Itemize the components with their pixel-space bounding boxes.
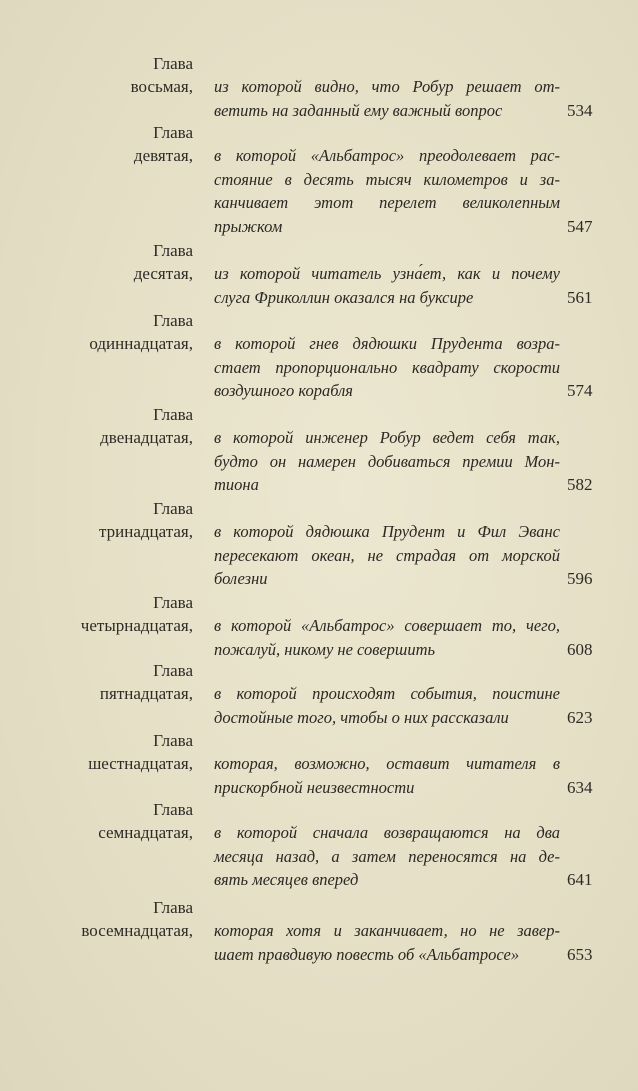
page-number: 641: [567, 870, 593, 889]
description-line: стает пропорционально квадрату скорости: [214, 357, 560, 377]
chapter-word: Глава: [153, 405, 193, 424]
chapter-heading: [0, 659, 193, 705]
description-line: канчивает этот перелет великолепным: [214, 193, 560, 212]
chapter-word: Глава: [153, 661, 193, 680]
page-number: 596: [567, 569, 593, 588]
chapter-ordinal: восьмая,: [130, 77, 193, 96]
chapter-word: Глава: [153, 898, 193, 917]
chapter-description: [214, 614, 560, 661]
chapter-ordinal: шестнадцатая,: [88, 754, 193, 773]
description-line: стояние в десять тысяч километров и за-: [214, 169, 560, 189]
chapter-heading: [0, 896, 193, 942]
chapter-heading: [0, 309, 193, 355]
chapter-word: Глава: [153, 800, 193, 819]
description-line: которая, возможно, оставит читателя в: [214, 754, 560, 773]
chapter-heading: [0, 239, 193, 285]
chapter-ordinal: тринадцатая,: [99, 522, 193, 541]
chapter-ordinal: восемнадцатая,: [81, 921, 193, 940]
description-line: из которой читатель узна́ет, как и почему: [214, 264, 560, 283]
chapter-description: [214, 75, 560, 122]
description-line: болезни: [214, 569, 268, 588]
chapter-description: [214, 520, 560, 591]
chapter-word: Глава: [153, 499, 193, 518]
chapter-ordinal: четырнадцатая,: [80, 616, 193, 635]
chapter-word: Глава: [153, 54, 193, 73]
page-number: 634: [567, 777, 593, 797]
chapter-description: [214, 144, 560, 238]
chapter-ordinal: десятая,: [133, 264, 193, 283]
page-number: 608: [567, 639, 593, 659]
page-number: 653: [567, 944, 593, 964]
chapter-ordinal: одиннадцатая,: [89, 334, 193, 353]
chapter-ordinal: девятая,: [133, 146, 193, 165]
chapter-word: Глава: [153, 311, 193, 330]
chapter-ordinal: семнадцатая,: [98, 823, 193, 842]
description-line: месяца назад, а затем переносятся на де-: [214, 846, 560, 866]
chapter-word: Глава: [153, 241, 193, 260]
description-line: в которой сначала возвращаются на два: [214, 823, 560, 842]
page-number: 623: [567, 707, 593, 727]
description-line: будто он намерен добиваться премии Мон-: [214, 451, 560, 471]
chapter-ordinal: двенадцатая,: [100, 428, 193, 447]
description-line: шает правдивую повесть об «Альбатросе»: [214, 944, 520, 964]
chapter-heading: [0, 798, 193, 844]
page-number: 547: [567, 216, 593, 236]
chapter-heading: [0, 52, 193, 98]
description-line: пересекают океан, не страдая от морской: [214, 545, 560, 565]
description-line: в которой «Альбатрос» преодолевает рас-: [214, 146, 560, 165]
description-line: в которой происходят события, поистине: [214, 684, 560, 703]
page-number: 574: [567, 381, 593, 400]
description-line: ветить на заданный ему важный вопрос: [214, 100, 503, 120]
chapter-description: [214, 262, 560, 309]
description-line: слуга Фриколлин оказался на буксире: [214, 287, 474, 307]
chapter-description: [214, 919, 560, 966]
description-line: достойные того, чтобы о них рассказали: [214, 707, 509, 727]
chapter-heading: [0, 729, 193, 775]
description-line: в которой дядюшка Прудент и Фил Эванс: [214, 522, 560, 541]
chapter-ordinal: пятнадцатая,: [99, 684, 193, 703]
chapter-word: Глава: [153, 123, 193, 142]
description-line: в которой гнев дядюшки Прудента возра-: [214, 334, 560, 353]
description-line: тиона: [214, 475, 259, 494]
description-line: в которой «Альбатрос» совершает то, чего,: [214, 616, 560, 635]
description-line: прискорбной неизвестности: [214, 777, 415, 797]
chapter-heading: [0, 497, 193, 543]
chapter-description: [214, 332, 560, 403]
description-line: воздушного корабля: [214, 381, 353, 400]
description-line: в которой инженер Робур ведет себя так,: [214, 428, 560, 447]
description-line: пожалуй, никому не совершить: [214, 639, 436, 659]
page-number: 582: [567, 475, 593, 494]
chapter-description: [214, 426, 560, 497]
chapter-word: Глава: [153, 731, 193, 750]
chapter-description: [214, 821, 560, 892]
description-line: которая хотя и заканчивает, но не завер-: [214, 921, 560, 940]
description-line: из которой видно, что Робур решает от-: [214, 77, 560, 96]
description-line: вять месяцев вперед: [214, 870, 359, 889]
chapter-heading: [0, 403, 193, 449]
page-number: 561: [567, 287, 593, 307]
chapter-heading: [0, 591, 193, 637]
page-number: 534: [567, 100, 593, 120]
chapter-word: Глава: [153, 593, 193, 612]
description-line: прыжком: [214, 216, 283, 236]
chapter-description: [214, 682, 560, 729]
chapter-description: [214, 752, 560, 799]
chapter-heading: [0, 121, 193, 167]
